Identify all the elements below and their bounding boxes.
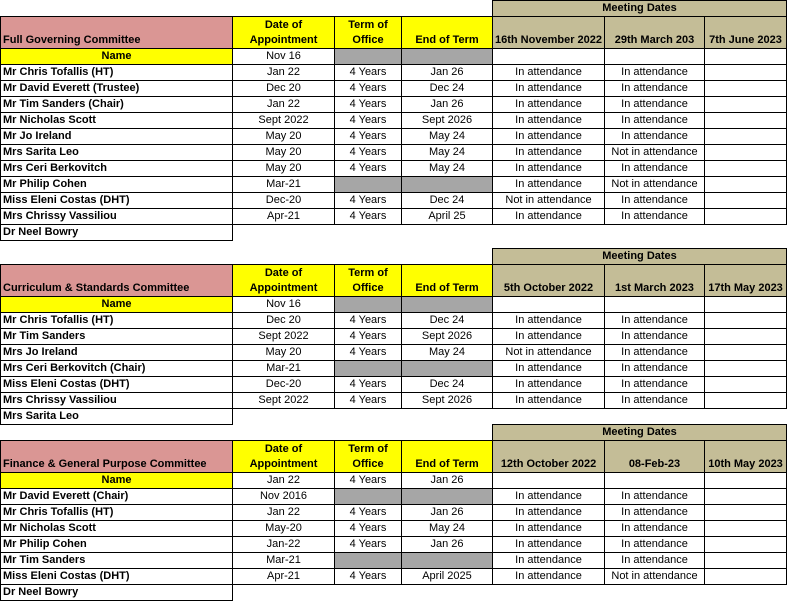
attendance-cell: In attendance — [605, 129, 705, 145]
empty-cell — [233, 1, 335, 17]
attendance-cell: In attendance — [493, 145, 605, 161]
term-cell — [335, 489, 402, 505]
end-of-term-header: End of Term — [402, 265, 493, 297]
end-cell — [402, 361, 493, 377]
end-cell: Jan 26 — [402, 97, 493, 113]
end-cell: Jan 26 — [402, 537, 493, 553]
meeting-date-header: 10th May 2023 — [705, 441, 787, 473]
end-cell: Sept 2026 — [402, 113, 493, 129]
term-of-office-header: Term of Office — [335, 265, 402, 297]
attendance-cell — [705, 553, 787, 569]
term-cell: 4 Years — [335, 161, 402, 177]
member-row — [1, 177, 787, 193]
attendance-cell: Not in attendance — [493, 193, 605, 209]
empty-cell — [402, 1, 493, 17]
term-cell — [335, 49, 402, 65]
term-cell: 4 Years — [335, 473, 402, 489]
attendance-cell — [493, 49, 605, 65]
attendance-cell: In attendance — [605, 81, 705, 97]
member-name: Mr Tim Sanders — [1, 553, 233, 569]
member-row — [1, 361, 787, 377]
term-cell — [335, 553, 402, 569]
attendance-cell: Not in attendance — [605, 145, 705, 161]
date-cell: Dec 20 — [233, 81, 335, 97]
term-cell: 4 Years — [335, 377, 402, 393]
attendance-cell — [705, 377, 787, 393]
name-header: Name — [1, 473, 233, 489]
end-cell: Sept 2026 — [402, 329, 493, 345]
date-cell: Apr-21 — [233, 209, 335, 225]
meeting-dates-header: Meeting Dates — [493, 1, 787, 17]
meeting-date-header: 08-Feb-23 — [605, 441, 705, 473]
attendance-cell: In attendance — [493, 81, 605, 97]
empty-cell — [335, 1, 402, 17]
date-cell: Sept 2022 — [233, 329, 335, 345]
attendance-cell — [493, 297, 605, 313]
attendance-cell: In attendance — [605, 393, 705, 409]
attendance-cell — [705, 521, 787, 537]
term-cell: 4 Years — [335, 521, 402, 537]
attendance-cell: In attendance — [493, 393, 605, 409]
attendance-cell: In attendance — [605, 377, 705, 393]
term-of-office-header: Term of Office — [335, 17, 402, 49]
empty-cell — [335, 249, 402, 265]
end-cell: April 25 — [402, 209, 493, 225]
member-row — [1, 585, 787, 601]
attendance-cell: In attendance — [493, 177, 605, 193]
end-cell: Jan 26 — [402, 473, 493, 489]
member-name: Mr Chris Tofallis (HT) — [1, 65, 233, 81]
member-row — [1, 97, 787, 113]
date-cell: Mar-21 — [233, 553, 335, 569]
date-cell: Sept 2022 — [233, 113, 335, 129]
member-name: Mr David Everett (Chair) — [1, 489, 233, 505]
end-cell: Jan 26 — [402, 65, 493, 81]
end-cell: Dec 24 — [402, 313, 493, 329]
member-name: Dr Neel Bowry — [1, 225, 233, 241]
member-row — [1, 313, 787, 329]
attendance-cell — [705, 537, 787, 553]
meeting-date-header: 1st March 2023 — [605, 265, 705, 297]
header-row — [1, 265, 787, 297]
member-row — [1, 225, 787, 241]
member-name: Mr Tim Sanders (Chair) — [1, 97, 233, 113]
end-cell — [402, 297, 493, 313]
end-of-term-header: End of Term — [402, 17, 493, 49]
attendance-cell — [705, 505, 787, 521]
attendance-cell: In attendance — [605, 209, 705, 225]
date-cell: Jan 22 — [233, 65, 335, 81]
attendance-cell — [605, 297, 705, 313]
date-cell: May 20 — [233, 161, 335, 177]
date-cell: Nov 16 — [233, 297, 335, 313]
end-cell: May 24 — [402, 161, 493, 177]
term-cell: 4 Years — [335, 129, 402, 145]
member-row — [1, 553, 787, 569]
term-cell — [335, 361, 402, 377]
end-cell: Dec 24 — [402, 193, 493, 209]
attendance-cell — [705, 361, 787, 377]
attendance-cell — [705, 65, 787, 81]
attendance-cell: In attendance — [605, 489, 705, 505]
member-name: Mr Jo Ireland — [1, 129, 233, 145]
meeting-date-header: 12th October 2022 — [493, 441, 605, 473]
attendance-cell — [493, 473, 605, 489]
attendance-cell: Not in attendance — [605, 177, 705, 193]
member-row — [1, 329, 787, 345]
end-cell: May 24 — [402, 521, 493, 537]
committee-table — [0, 248, 787, 425]
term-cell: 4 Years — [335, 145, 402, 161]
header-row — [1, 17, 787, 49]
name-header: Name — [1, 49, 233, 65]
attendance-cell: In attendance — [493, 537, 605, 553]
end-cell: May 24 — [402, 145, 493, 161]
name-row — [1, 473, 787, 489]
member-row — [1, 537, 787, 553]
member-name: Mrs Chrissy Vassiliou — [1, 393, 233, 409]
member-name: Mr Philip Cohen — [1, 537, 233, 553]
attendance-cell: In attendance — [493, 161, 605, 177]
term-cell — [335, 297, 402, 313]
attendance-cell — [705, 129, 787, 145]
member-name: Mrs Ceri Berkovitch (Chair) — [1, 361, 233, 377]
name-row — [1, 297, 787, 313]
date-cell: Nov 2016 — [233, 489, 335, 505]
end-cell: April 2025 — [402, 569, 493, 585]
date-cell: May-20 — [233, 521, 335, 537]
member-name: Mr Tim Sanders — [1, 329, 233, 345]
meeting-date-header: 16th November 2022 — [493, 17, 605, 49]
attendance-cell — [705, 569, 787, 585]
member-row — [1, 345, 787, 361]
attendance-cell: In attendance — [493, 569, 605, 585]
end-cell — [402, 49, 493, 65]
empty-cell — [233, 425, 335, 441]
date-cell: Jan 22 — [233, 97, 335, 113]
end-cell: Dec 24 — [402, 81, 493, 97]
term-cell: 4 Years — [335, 313, 402, 329]
attendance-cell: In attendance — [493, 97, 605, 113]
attendance-cell: In attendance — [493, 521, 605, 537]
attendance-cell: In attendance — [493, 113, 605, 129]
attendance-cell — [705, 297, 787, 313]
term-cell: 4 Years — [335, 193, 402, 209]
committee-table — [0, 424, 787, 601]
meeting-date-header: 29th March 203 — [605, 17, 705, 49]
member-row — [1, 505, 787, 521]
date-cell: Jan 22 — [233, 505, 335, 521]
attendance-cell: In attendance — [493, 313, 605, 329]
attendance-cell: In attendance — [605, 521, 705, 537]
meeting-dates-header: Meeting Dates — [493, 425, 787, 441]
meeting-dates-row — [1, 425, 787, 441]
meeting-dates-row — [1, 249, 787, 265]
attendance-cell: In attendance — [493, 489, 605, 505]
header-row — [1, 441, 787, 473]
attendance-cell: In attendance — [493, 129, 605, 145]
attendance-cell: In attendance — [605, 113, 705, 129]
meeting-dates-header: Meeting Dates — [493, 249, 787, 265]
meeting-date-header: 5th October 2022 — [493, 265, 605, 297]
attendance-cell — [705, 489, 787, 505]
end-cell: Jan 26 — [402, 505, 493, 521]
attendance-cell — [705, 113, 787, 129]
attendance-cell: In attendance — [493, 209, 605, 225]
member-name: Mrs Sarita Leo — [1, 409, 233, 425]
member-name: Miss Eleni Costas (DHT) — [1, 377, 233, 393]
attendance-cell: In attendance — [605, 161, 705, 177]
date-cell: Dec-20 — [233, 193, 335, 209]
date-cell: May 20 — [233, 129, 335, 145]
end-cell: May 24 — [402, 345, 493, 361]
empty-cell — [1, 249, 233, 265]
date-cell: Sept 2022 — [233, 393, 335, 409]
member-name: Mrs Chrissy Vassiliou — [1, 209, 233, 225]
attendance-cell: In attendance — [493, 361, 605, 377]
name-header: Name — [1, 297, 233, 313]
member-row — [1, 193, 787, 209]
meeting-dates-row — [1, 1, 787, 17]
attendance-cell: In attendance — [493, 377, 605, 393]
date-of-appointment-header: Date of Appointment — [233, 441, 335, 473]
attendance-cell: In attendance — [493, 65, 605, 81]
empty-cell — [1, 425, 233, 441]
term-of-office-header: Term of Office — [335, 441, 402, 473]
attendance-cell: In attendance — [605, 505, 705, 521]
member-row — [1, 81, 787, 97]
term-cell: 4 Years — [335, 113, 402, 129]
member-name: Miss Eleni Costas (DHT) — [1, 193, 233, 209]
attendance-cell: In attendance — [493, 329, 605, 345]
attendance-cell — [705, 329, 787, 345]
committee-title: Full Governing Committee — [1, 17, 233, 49]
member-row — [1, 489, 787, 505]
attendance-cell: In attendance — [493, 553, 605, 569]
member-row — [1, 113, 787, 129]
end-cell — [402, 177, 493, 193]
member-row — [1, 129, 787, 145]
empty-cell — [402, 425, 493, 441]
empty-cell — [1, 1, 233, 17]
attendance-cell — [705, 161, 787, 177]
attendance-cell — [705, 473, 787, 489]
attendance-cell: In attendance — [605, 313, 705, 329]
term-cell: 4 Years — [335, 505, 402, 521]
member-row — [1, 209, 787, 225]
member-name: Mr Nicholas Scott — [1, 113, 233, 129]
date-cell: Dec 20 — [233, 313, 335, 329]
end-cell — [402, 553, 493, 569]
attendance-cell: In attendance — [605, 97, 705, 113]
member-name: Mrs Ceri Berkovitch — [1, 161, 233, 177]
term-cell: 4 Years — [335, 65, 402, 81]
member-name: Mrs Sarita Leo — [1, 145, 233, 161]
term-cell: 4 Years — [335, 569, 402, 585]
term-cell: 4 Years — [335, 537, 402, 553]
member-row — [1, 377, 787, 393]
attendance-cell: In attendance — [605, 553, 705, 569]
date-cell: Apr-21 — [233, 569, 335, 585]
term-cell: 4 Years — [335, 209, 402, 225]
term-cell: 4 Years — [335, 81, 402, 97]
date-cell: Jan-22 — [233, 537, 335, 553]
member-name: Mr Chris Tofallis (HT) — [1, 313, 233, 329]
meeting-date-header: 7th June 2023 — [705, 17, 787, 49]
attendance-cell — [605, 49, 705, 65]
term-cell — [335, 177, 402, 193]
member-name: Mr Chris Tofallis (HT) — [1, 505, 233, 521]
end-cell: May 24 — [402, 129, 493, 145]
date-cell: Mar-21 — [233, 177, 335, 193]
date-cell: Mar-21 — [233, 361, 335, 377]
empty-cell — [402, 249, 493, 265]
member-name: Mr David Everett (Trustee) — [1, 81, 233, 97]
member-name: Dr Neel Bowry — [1, 585, 233, 601]
committee-title: Finance & General Purpose Committee — [1, 441, 233, 473]
attendance-cell — [705, 145, 787, 161]
member-row — [1, 393, 787, 409]
empty-cell — [233, 249, 335, 265]
end-of-term-header: End of Term — [402, 441, 493, 473]
attendance-cell — [705, 49, 787, 65]
member-name: Mr Philip Cohen — [1, 177, 233, 193]
attendance-cell — [605, 473, 705, 489]
end-cell: Dec 24 — [402, 377, 493, 393]
member-row — [1, 145, 787, 161]
attendance-cell: In attendance — [605, 65, 705, 81]
attendance-cell — [705, 193, 787, 209]
date-cell: May 20 — [233, 345, 335, 361]
attendance-cell: Not in attendance — [605, 569, 705, 585]
member-row — [1, 569, 787, 585]
empty-cell — [335, 425, 402, 441]
term-cell: 4 Years — [335, 393, 402, 409]
attendance-cell — [705, 177, 787, 193]
date-cell: May 20 — [233, 145, 335, 161]
attendance-cell: Not in attendance — [493, 345, 605, 361]
attendance-cell: In attendance — [605, 361, 705, 377]
member-row — [1, 521, 787, 537]
term-cell: 4 Years — [335, 329, 402, 345]
member-row — [1, 161, 787, 177]
attendance-cell: In attendance — [605, 193, 705, 209]
member-name: Mr Nicholas Scott — [1, 521, 233, 537]
end-cell: Sept 2026 — [402, 393, 493, 409]
attendance-cell: In attendance — [493, 505, 605, 521]
date-cell: Dec-20 — [233, 377, 335, 393]
end-cell — [402, 489, 493, 505]
attendance-cell — [705, 313, 787, 329]
date-cell: Jan 22 — [233, 473, 335, 489]
name-row — [1, 49, 787, 65]
member-name: Mrs Jo Ireland — [1, 345, 233, 361]
member-name: Miss Eleni Costas (DHT) — [1, 569, 233, 585]
committee-table — [0, 0, 787, 241]
member-row — [1, 65, 787, 81]
committee-title: Curriculum & Standards Committee — [1, 265, 233, 297]
attendance-cell: In attendance — [605, 345, 705, 361]
member-row — [1, 409, 787, 425]
date-cell: Nov 16 — [233, 49, 335, 65]
attendance-cell — [705, 81, 787, 97]
meeting-date-header: 17th May 2023 — [705, 265, 787, 297]
date-of-appointment-header: Date of Appointment — [233, 265, 335, 297]
attendance-cell — [705, 393, 787, 409]
attendance-cell: In attendance — [605, 329, 705, 345]
date-of-appointment-header: Date of Appointment — [233, 17, 335, 49]
term-cell: 4 Years — [335, 97, 402, 113]
term-cell: 4 Years — [335, 345, 402, 361]
attendance-cell — [705, 209, 787, 225]
attendance-cell: In attendance — [605, 537, 705, 553]
attendance-cell — [705, 345, 787, 361]
attendance-cell — [705, 97, 787, 113]
